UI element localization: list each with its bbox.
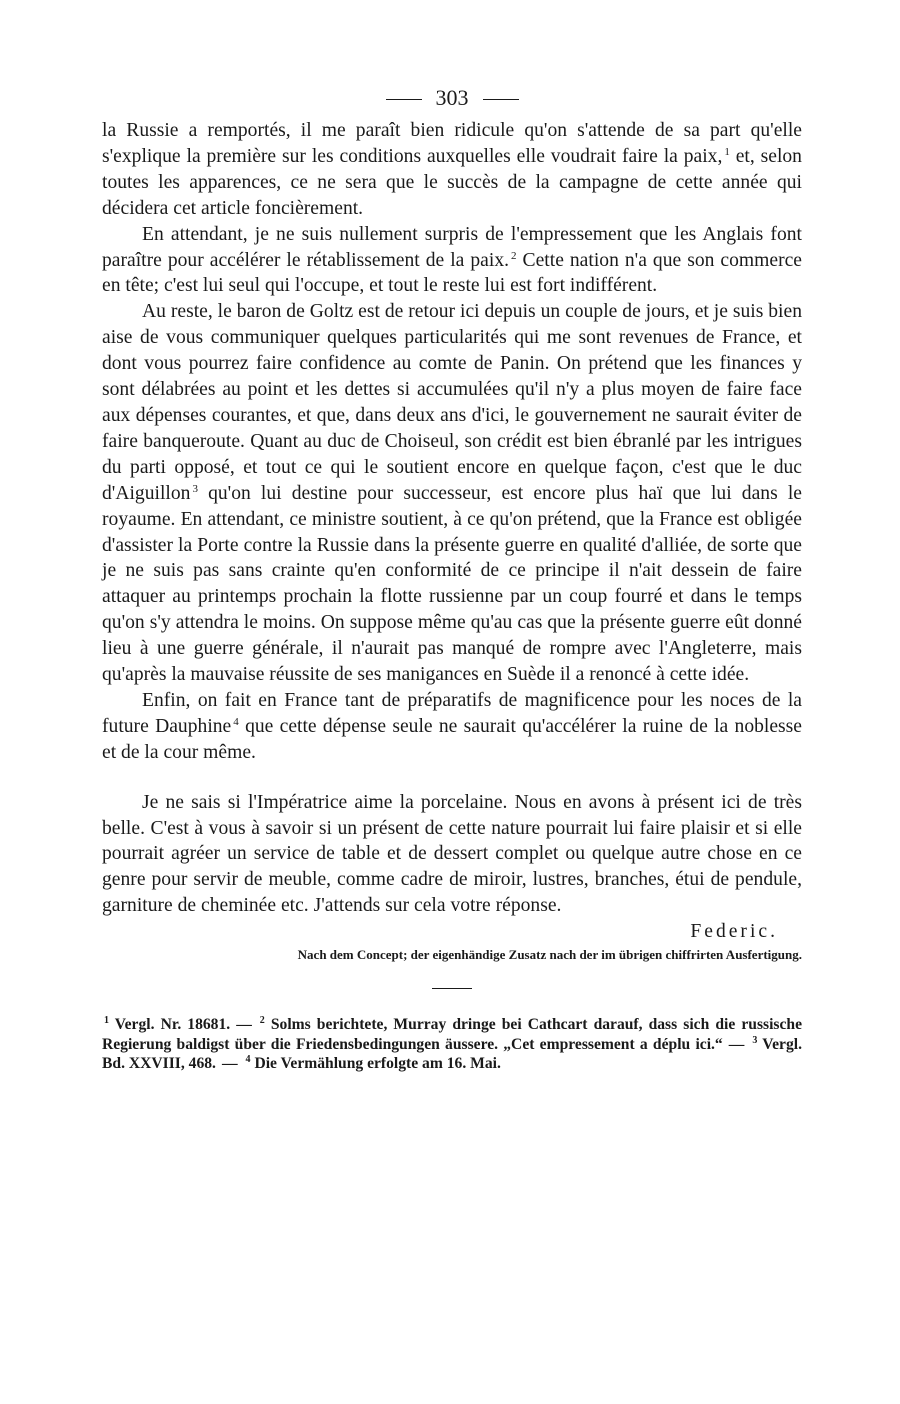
paragraph-3: Au reste, le baron de Goltz est de retour ici depuis un couple de jours, et je suis bien aise de vous communiquer quelques particularités qui me sont revenues de France, et dont vous pourrez faire confidence au comte de Panin. On prétend que les finances y sont délabrées au point et les dettes si accumulées qu'il n'y a plus moyen de faire face aux dépenses courantes, et que, dans deux ans d'ici, le gouvernement ne saurait éviter de faire banqueroute. Quant au duc de Choiseul, son crédit est bien ébranlé par les intrigues du parti opposé, et tout ce qui le soutient encore en quelque façon, c'est que le duc d'Aiguillon $^3$ qu'on lui destine pour successeur, est encore plus haï que lui dans le royaume. En attendant, ce ministre soutient, à ce qu'on prétend, que la France est obligée d'assister la Porte contre la Russie dans la présente guerre en qualité d'alliée, de sorte que je ne suis pas sans crainte qu'en conformité de ce principe il n'ait dessein de faire attaquer au printemps prochain la flotte russienne par un coup fourré et dans le temps qu'on s'y attendra le moins. On suppose même qu'au cas que la présente guerre eût donné lieu à une guerre générale, il n'aurait pas manqué de rompre avec l'Angleterre, mais qu'après la mauvaise réussite de ses manigances en Suède il a renoncé à cette idée. [102, 301, 802, 686]
footnote-rule [432, 988, 472, 989]
footnote-4: $^4$ Die Vermählung erfolgte am 16. Mai. [245, 1054, 501, 1073]
footnote-ref-2: 2 [511, 249, 517, 262]
footnote-ref-1: 1 [724, 145, 730, 158]
footnote-separator: — [236, 1016, 252, 1034]
letter-body [102, 118, 802, 919]
paragraph-1: la Russie a remportés, il me paraît bien ridicule qu'on s'attende de sa part qu'elle s'explique la première sur les conditions auxquelles elle voudrait faire la paix, $^1$ et, selon toutes les apparences, ce ne sera que le succès de la campagne de cette année qui décidera cet article foncièrement. [102, 120, 802, 219]
footnote-separator: — [221, 1055, 238, 1073]
paragraph-4: Enfin, on fait en France tant de préparatifs de magnificence pour les noces de la future Dauphine $^4$ que cette dépense seule ne saurait qu'accélérer la ruine de la noblesse et de la cour même. [102, 689, 802, 763]
header-dash-left [386, 99, 422, 100]
paragraph-5: Je ne sais si l'Impératrice aime la porcelaine. Nous en avons à présent ici de très belle. C'est à vous à savoir si un présent de cette nature pourrait lui faire plaisir et si elle pourrait agréer un service de table et de dessert complet ou quelque autre chose en ce genre pour servir de meuble, comme cadre de miroir, lustres, branches, étui de pendule, garniture de cheminée etc. J'attends sur cela votre réponse. [102, 791, 802, 917]
signature: Federic. [690, 921, 778, 943]
source-note: Nach dem Concept; der eigenhändige Zusatz nach der im übrigen chiffrirten Ausfertigung. [297, 947, 802, 963]
footnote-ref-4: 4 [233, 715, 239, 728]
footnote-separator: — [728, 1035, 745, 1053]
paragraph-2: En attendant, je ne suis nullement surpris de l'empressement que les Anglais font paraître pour accélérer le rétablissement de la paix. $^2$ Cette nation n'a que son commerce en tête; c'est lui seul qui l'occupe, et tout le reste lui est fort indifférent. [102, 223, 803, 297]
header-dash-right [483, 99, 519, 100]
page-header [102, 84, 802, 114]
footnote-ref-3: 3 [192, 482, 198, 495]
footnote-3: $^3$ Vergl. Bd. XXVIII, 468. [102, 1034, 802, 1073]
footnote-2: $^2$ Solms berichtete, Murray dringe bei Cathcart darauf, dass sich die russische Regierung baldigst über die Friedensbedingungen äussere. „Cet empressement a déplu ici.“ [102, 1015, 802, 1053]
page-number: 303 [435, 85, 469, 110]
footnotes [102, 1015, 802, 1074]
document-page [102, 84, 802, 1074]
footnote-1: $^1$ Vergl. Nr. 18681. [104, 1015, 231, 1034]
